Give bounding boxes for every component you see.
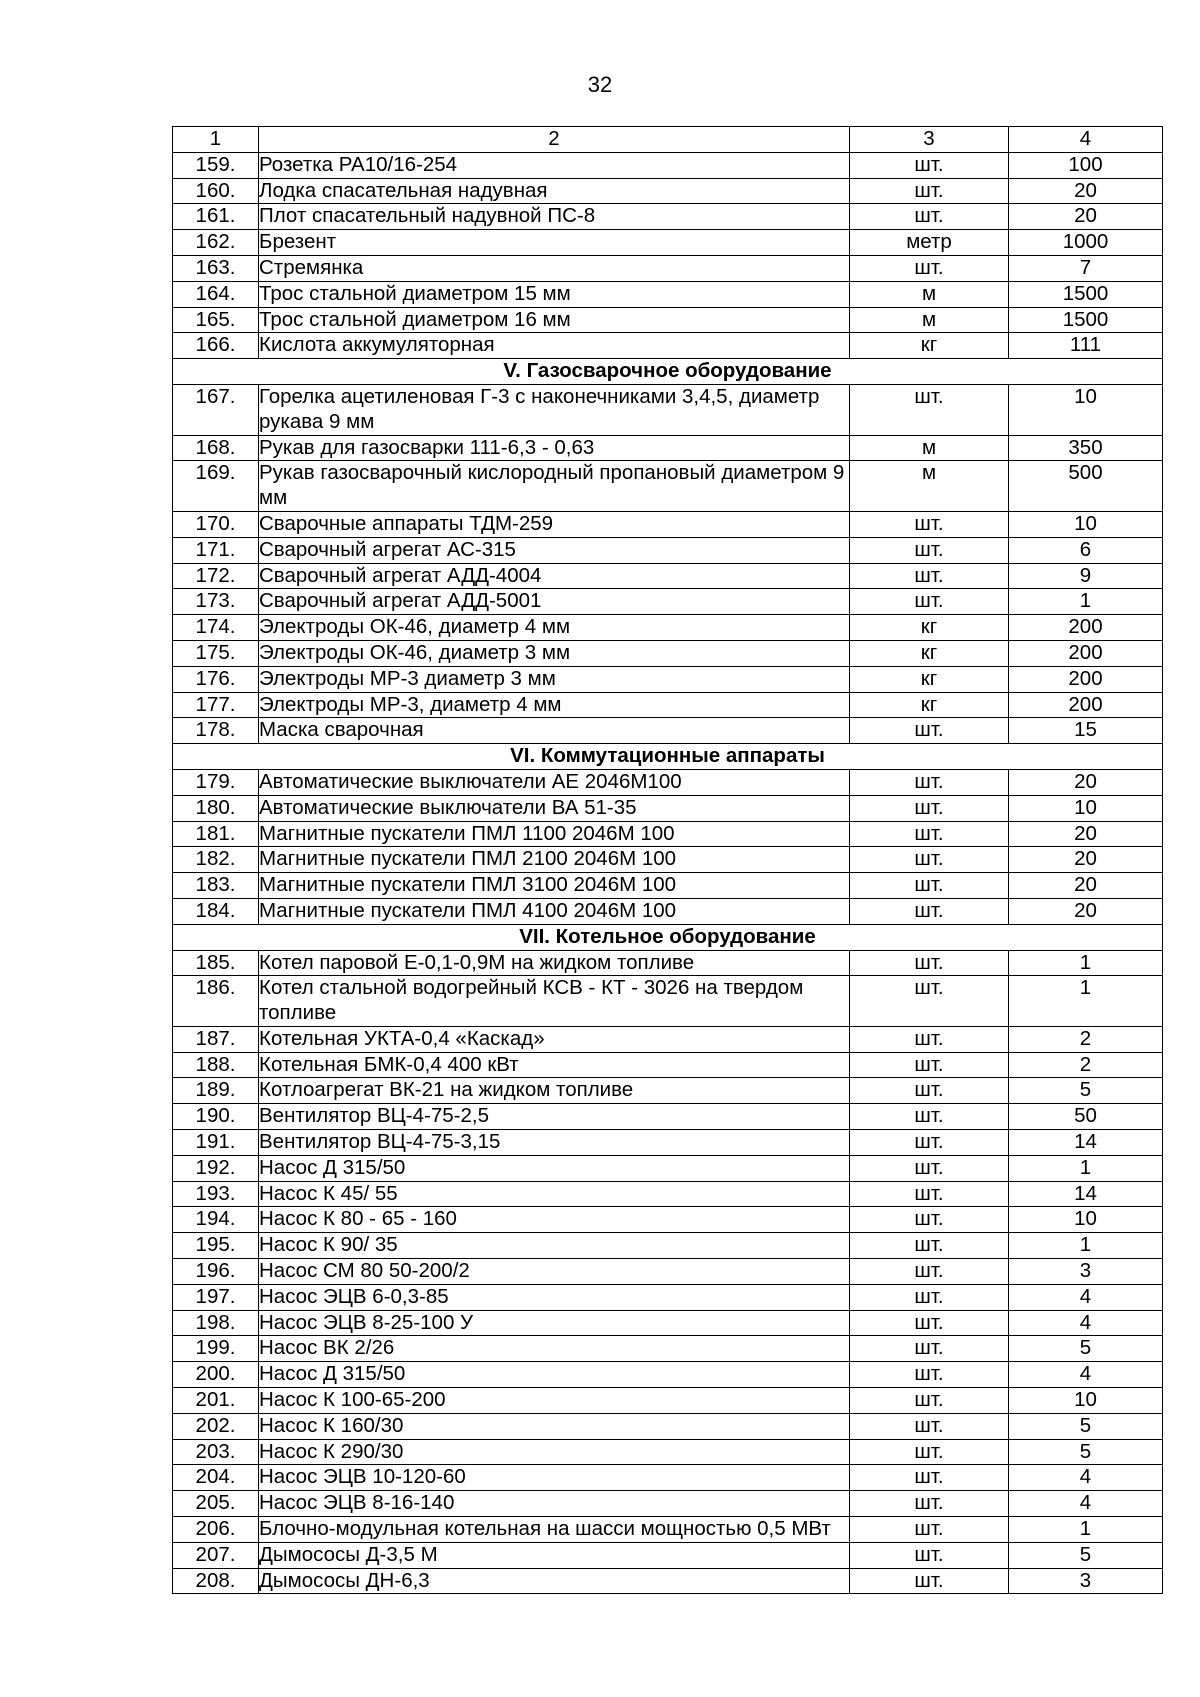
item-name: Насос К 45/ 55 [259, 1181, 850, 1207]
item-unit: шт. [850, 1517, 1009, 1543]
item-quantity: 500 [1009, 461, 1163, 512]
item-quantity: 200 [1009, 666, 1163, 692]
item-name: Блочно-модульная котельная на шасси мощностью 0,5 МВт [259, 1517, 850, 1543]
table-row [173, 1026, 1163, 1052]
item-quantity: 200 [1009, 615, 1163, 641]
table-row [173, 692, 1163, 718]
header-col-2: 2 [259, 127, 850, 153]
item-quantity: 4 [1009, 1465, 1163, 1491]
item-name: Рукав для газосварки 111-6,3 - 0,63 [259, 435, 850, 461]
item-name: Плот спасательный надувной ПС-8 [259, 204, 850, 230]
item-number: 167. [173, 384, 259, 435]
table-row [173, 718, 1163, 744]
item-name: Трос стальной диаметром 15 мм [259, 281, 850, 307]
item-number: 178. [173, 718, 259, 744]
item-name: Автоматические выключатели ВА 51-35 [259, 795, 850, 821]
item-name: Котельная УКТА-0,4 «Каскад» [259, 1026, 850, 1052]
item-number: 180. [173, 795, 259, 821]
item-number: 185. [173, 950, 259, 976]
table-row [173, 847, 1163, 873]
item-name: Вентилятор ВЦ-4-75-2,5 [259, 1104, 850, 1130]
item-quantity: 1500 [1009, 307, 1163, 333]
item-name: Дымососы ДН-6,3 [259, 1568, 850, 1594]
item-name: Насос ЭЦВ 8-25-100 У [259, 1310, 850, 1336]
table-row [173, 873, 1163, 899]
table-row [173, 307, 1163, 333]
item-unit: шт. [850, 976, 1009, 1027]
table-row [173, 1104, 1163, 1130]
item-unit: шт. [850, 1388, 1009, 1414]
item-number: 207. [173, 1542, 259, 1568]
item-name: Магнитные пускатели ПМЛ 3100 2046М 100 [259, 873, 850, 899]
section-row [173, 744, 1163, 770]
table-row [173, 1568, 1163, 1594]
item-name: Маска сварочная [259, 718, 850, 744]
item-quantity: 14 [1009, 1130, 1163, 1156]
table-row [173, 1078, 1163, 1104]
header-col-4: 4 [1009, 127, 1163, 153]
item-number: 206. [173, 1517, 259, 1543]
item-unit: шт. [850, 1104, 1009, 1130]
item-name: Стремянка [259, 255, 850, 281]
item-quantity: 2 [1009, 1052, 1163, 1078]
item-unit: шт. [850, 795, 1009, 821]
item-name: Насос Д 315/50 [259, 1155, 850, 1181]
item-unit: шт. [850, 1052, 1009, 1078]
item-number: 175. [173, 640, 259, 666]
item-number: 201. [173, 1388, 259, 1414]
item-name: Рукав газосварочный кислородный пропановый диаметром 9 мм [259, 461, 850, 512]
item-unit: шт. [850, 152, 1009, 178]
item-number: 205. [173, 1491, 259, 1517]
item-quantity: 10 [1009, 384, 1163, 435]
item-unit: шт. [850, 255, 1009, 281]
table-row [173, 435, 1163, 461]
item-number: 159. [173, 152, 259, 178]
section-row [173, 924, 1163, 950]
item-unit: шт. [850, 1465, 1009, 1491]
item-unit: шт. [850, 769, 1009, 795]
header-col-1: 1 [173, 127, 259, 153]
item-name: Насос ЭЦВ 10-120-60 [259, 1465, 850, 1491]
table-row [173, 204, 1163, 230]
item-number: 174. [173, 615, 259, 641]
item-unit: шт. [850, 1078, 1009, 1104]
table-row [173, 666, 1163, 692]
item-quantity: 10 [1009, 1388, 1163, 1414]
table-row [173, 537, 1163, 563]
item-number: 172. [173, 563, 259, 589]
item-name: Брезент [259, 230, 850, 256]
item-quantity: 2 [1009, 1026, 1163, 1052]
item-quantity: 1 [1009, 589, 1163, 615]
table-row [173, 640, 1163, 666]
item-number: 187. [173, 1026, 259, 1052]
item-number: 208. [173, 1568, 259, 1594]
item-name: Розетка РА10/16-254 [259, 152, 850, 178]
item-quantity: 111 [1009, 333, 1163, 359]
item-quantity: 1 [1009, 1233, 1163, 1259]
item-unit: шт. [850, 1491, 1009, 1517]
item-name: Котлоагрегат ВК-21 на жидком топливе [259, 1078, 850, 1104]
item-unit: шт. [850, 1259, 1009, 1285]
table-row [173, 1362, 1163, 1388]
item-unit: шт. [850, 1155, 1009, 1181]
table-row [173, 1439, 1163, 1465]
item-unit: шт. [850, 384, 1009, 435]
item-quantity: 350 [1009, 435, 1163, 461]
item-quantity: 1500 [1009, 281, 1163, 307]
item-unit: шт. [850, 1130, 1009, 1156]
table-row [173, 1388, 1163, 1414]
item-name: Насос К 90/ 35 [259, 1233, 850, 1259]
table-row [173, 1517, 1163, 1543]
item-unit: м [850, 461, 1009, 512]
item-unit: кг [850, 615, 1009, 641]
table-row [173, 589, 1163, 615]
table-row [173, 1207, 1163, 1233]
item-number: 181. [173, 821, 259, 847]
table-row [173, 1259, 1163, 1285]
item-number: 177. [173, 692, 259, 718]
item-number: 179. [173, 769, 259, 795]
item-number: 166. [173, 333, 259, 359]
section-title: V. Газосварочное оборудование [173, 359, 1163, 385]
item-quantity: 20 [1009, 898, 1163, 924]
item-unit: шт. [850, 1439, 1009, 1465]
table-row [173, 1181, 1163, 1207]
item-quantity: 20 [1009, 769, 1163, 795]
item-unit: шт. [850, 718, 1009, 744]
item-number: 186. [173, 976, 259, 1027]
item-name: Сварочный агрегат АДД-5001 [259, 589, 850, 615]
item-quantity: 200 [1009, 640, 1163, 666]
item-number: 162. [173, 230, 259, 256]
item-quantity: 1 [1009, 1517, 1163, 1543]
item-number: 171. [173, 537, 259, 563]
item-quantity: 5 [1009, 1542, 1163, 1568]
table-row [173, 1233, 1163, 1259]
item-name: Сварочный агрегат АДД-4004 [259, 563, 850, 589]
item-name: Насос Д 315/50 [259, 1362, 850, 1388]
item-unit: шт. [850, 898, 1009, 924]
item-unit: шт. [850, 1362, 1009, 1388]
item-number: 183. [173, 873, 259, 899]
item-unit: кг [850, 640, 1009, 666]
item-quantity: 4 [1009, 1362, 1163, 1388]
table-row [173, 1052, 1163, 1078]
item-number: 169. [173, 461, 259, 512]
table-row [173, 1491, 1163, 1517]
item-number: 188. [173, 1052, 259, 1078]
item-name: Сварочные аппараты ТДМ-259 [259, 511, 850, 537]
item-name: Котел стальной водогрейный КСВ - КТ - 3026 на твердом топливе [259, 976, 850, 1027]
item-unit: шт. [850, 537, 1009, 563]
section-title: VII. Котельное оборудование [173, 924, 1163, 950]
item-number: 182. [173, 847, 259, 873]
item-unit: шт. [850, 1233, 1009, 1259]
item-name: Лодка спасательная надувная [259, 178, 850, 204]
item-unit: шт. [850, 1284, 1009, 1310]
item-quantity: 5 [1009, 1439, 1163, 1465]
item-name: Магнитные пускатели ПМЛ 4100 2046М 100 [259, 898, 850, 924]
item-number: 195. [173, 1233, 259, 1259]
item-unit: шт. [850, 1413, 1009, 1439]
item-unit: шт. [850, 873, 1009, 899]
item-name: Электроды МР-3, диаметр 4 мм [259, 692, 850, 718]
table-row [173, 281, 1163, 307]
table-row [173, 1284, 1163, 1310]
item-name: Электроды ОК-46, диаметр 4 мм [259, 615, 850, 641]
item-quantity: 3 [1009, 1259, 1163, 1285]
item-quantity: 10 [1009, 511, 1163, 537]
item-unit: м [850, 281, 1009, 307]
table-row [173, 795, 1163, 821]
table-row [173, 230, 1163, 256]
item-quantity: 9 [1009, 563, 1163, 589]
item-number: 173. [173, 589, 259, 615]
item-unit: кг [850, 692, 1009, 718]
item-quantity: 1 [1009, 950, 1163, 976]
item-unit: шт. [850, 204, 1009, 230]
table-row [173, 950, 1163, 976]
item-number: 200. [173, 1362, 259, 1388]
table-row [173, 1413, 1163, 1439]
item-quantity: 14 [1009, 1181, 1163, 1207]
item-quantity: 1 [1009, 1155, 1163, 1181]
table-row [173, 384, 1163, 435]
item-quantity: 7 [1009, 255, 1163, 281]
item-quantity: 10 [1009, 1207, 1163, 1233]
item-name: Магнитные пускатели ПМЛ 2100 2046М 100 [259, 847, 850, 873]
table-row [173, 1542, 1163, 1568]
table-row [173, 1130, 1163, 1156]
item-name: Вентилятор ВЦ-4-75-3,15 [259, 1130, 850, 1156]
item-name: Электроды ОК-46, диаметр 3 мм [259, 640, 850, 666]
item-number: 199. [173, 1336, 259, 1362]
item-number: 191. [173, 1130, 259, 1156]
item-number: 164. [173, 281, 259, 307]
table-row [173, 461, 1163, 512]
item-quantity: 1 [1009, 976, 1163, 1027]
item-name: Насос К 290/30 [259, 1439, 850, 1465]
table-row [173, 976, 1163, 1027]
item-quantity: 50 [1009, 1104, 1163, 1130]
table-row [173, 1336, 1163, 1362]
item-unit: шт. [850, 1336, 1009, 1362]
table-row [173, 1310, 1163, 1336]
item-name: Сварочный агрегат АС-315 [259, 537, 850, 563]
item-quantity: 20 [1009, 847, 1163, 873]
table-row [173, 769, 1163, 795]
item-unit: шт. [850, 1207, 1009, 1233]
item-name: Котельная БМК-0,4 400 кВт [259, 1052, 850, 1078]
table-row [173, 178, 1163, 204]
item-quantity: 6 [1009, 537, 1163, 563]
item-unit: шт. [850, 589, 1009, 615]
item-unit: кг [850, 333, 1009, 359]
item-quantity: 20 [1009, 821, 1163, 847]
item-name: Насос ВК 2/26 [259, 1336, 850, 1362]
item-unit: шт. [850, 1542, 1009, 1568]
item-quantity: 100 [1009, 152, 1163, 178]
item-number: 165. [173, 307, 259, 333]
inventory-table-body [173, 127, 1163, 1594]
item-name: Трос стальной диаметром 16 мм [259, 307, 850, 333]
item-name: Автоматические выключатели АЕ 2046М100 [259, 769, 850, 795]
item-name: Электроды МР-3 диаметр 3 мм [259, 666, 850, 692]
item-number: 189. [173, 1078, 259, 1104]
table-row [173, 898, 1163, 924]
table-row [173, 333, 1163, 359]
table-row [173, 615, 1163, 641]
item-name: Кислота аккумуляторная [259, 333, 850, 359]
item-quantity: 20 [1009, 204, 1163, 230]
item-unit: шт. [850, 563, 1009, 589]
item-quantity: 1000 [1009, 230, 1163, 256]
item-unit: м [850, 435, 1009, 461]
item-quantity: 20 [1009, 873, 1163, 899]
item-number: 160. [173, 178, 259, 204]
item-number: 190. [173, 1104, 259, 1130]
table-row [173, 821, 1163, 847]
section-title: VI. Коммутационные аппараты [173, 744, 1163, 770]
table-row [173, 563, 1163, 589]
item-unit: шт. [850, 821, 1009, 847]
item-number: 203. [173, 1439, 259, 1465]
item-unit: шт. [850, 1181, 1009, 1207]
table-row [173, 511, 1163, 537]
item-quantity: 5 [1009, 1078, 1163, 1104]
item-unit: шт. [850, 178, 1009, 204]
item-quantity: 4 [1009, 1491, 1163, 1517]
item-name: Насос ЭЦВ 8-16-140 [259, 1491, 850, 1517]
item-quantity: 5 [1009, 1336, 1163, 1362]
header-col-3: 3 [850, 127, 1009, 153]
item-name: Насос К 80 - 65 - 160 [259, 1207, 850, 1233]
item-quantity: 4 [1009, 1310, 1163, 1336]
table-row [173, 152, 1163, 178]
item-name: Насос К 160/30 [259, 1413, 850, 1439]
item-number: 194. [173, 1207, 259, 1233]
table-row [173, 255, 1163, 281]
item-name: Насос К 100-65-200 [259, 1388, 850, 1414]
page-number: 32 [587, 72, 613, 97]
item-number: 193. [173, 1181, 259, 1207]
item-name: Насос ЭЦВ 6-0,3-85 [259, 1284, 850, 1310]
item-unit: метр [850, 230, 1009, 256]
item-unit: м [850, 307, 1009, 333]
item-name: Насос СМ 80 50-200/2 [259, 1259, 850, 1285]
item-number: 204. [173, 1465, 259, 1491]
item-number: 196. [173, 1259, 259, 1285]
item-number: 184. [173, 898, 259, 924]
item-quantity: 3 [1009, 1568, 1163, 1594]
item-unit: шт. [850, 1568, 1009, 1594]
item-number: 176. [173, 666, 259, 692]
item-unit: шт. [850, 1310, 1009, 1336]
table-row [173, 1155, 1163, 1181]
section-row [173, 359, 1163, 385]
item-name: Горелка ацетиленовая Г-3 с наконечниками 3,4,5, диаметр рукава 9 мм [259, 384, 850, 435]
item-unit: кг [850, 666, 1009, 692]
item-quantity: 15 [1009, 718, 1163, 744]
inventory-table [172, 126, 1163, 1594]
item-quantity: 4 [1009, 1284, 1163, 1310]
item-number: 163. [173, 255, 259, 281]
item-quantity: 5 [1009, 1413, 1163, 1439]
item-number: 168. [173, 435, 259, 461]
item-unit: шт. [850, 847, 1009, 873]
item-name: Дымососы Д-3,5 М [259, 1542, 850, 1568]
item-unit: шт. [850, 511, 1009, 537]
item-unit: шт. [850, 950, 1009, 976]
item-number: 170. [173, 511, 259, 537]
item-unit: шт. [850, 1026, 1009, 1052]
item-number: 192. [173, 1155, 259, 1181]
item-quantity: 20 [1009, 178, 1163, 204]
item-quantity: 10 [1009, 795, 1163, 821]
item-name: Магнитные пускатели ПМЛ 1100 2046М 100 [259, 821, 850, 847]
item-name: Котел паровой Е-0,1-0,9М на жидком топливе [259, 950, 850, 976]
table-row [173, 1465, 1163, 1491]
table-header-row [173, 127, 1163, 153]
item-number: 197. [173, 1284, 259, 1310]
item-quantity: 200 [1009, 692, 1163, 718]
item-number: 198. [173, 1310, 259, 1336]
item-number: 202. [173, 1413, 259, 1439]
item-number: 161. [173, 204, 259, 230]
